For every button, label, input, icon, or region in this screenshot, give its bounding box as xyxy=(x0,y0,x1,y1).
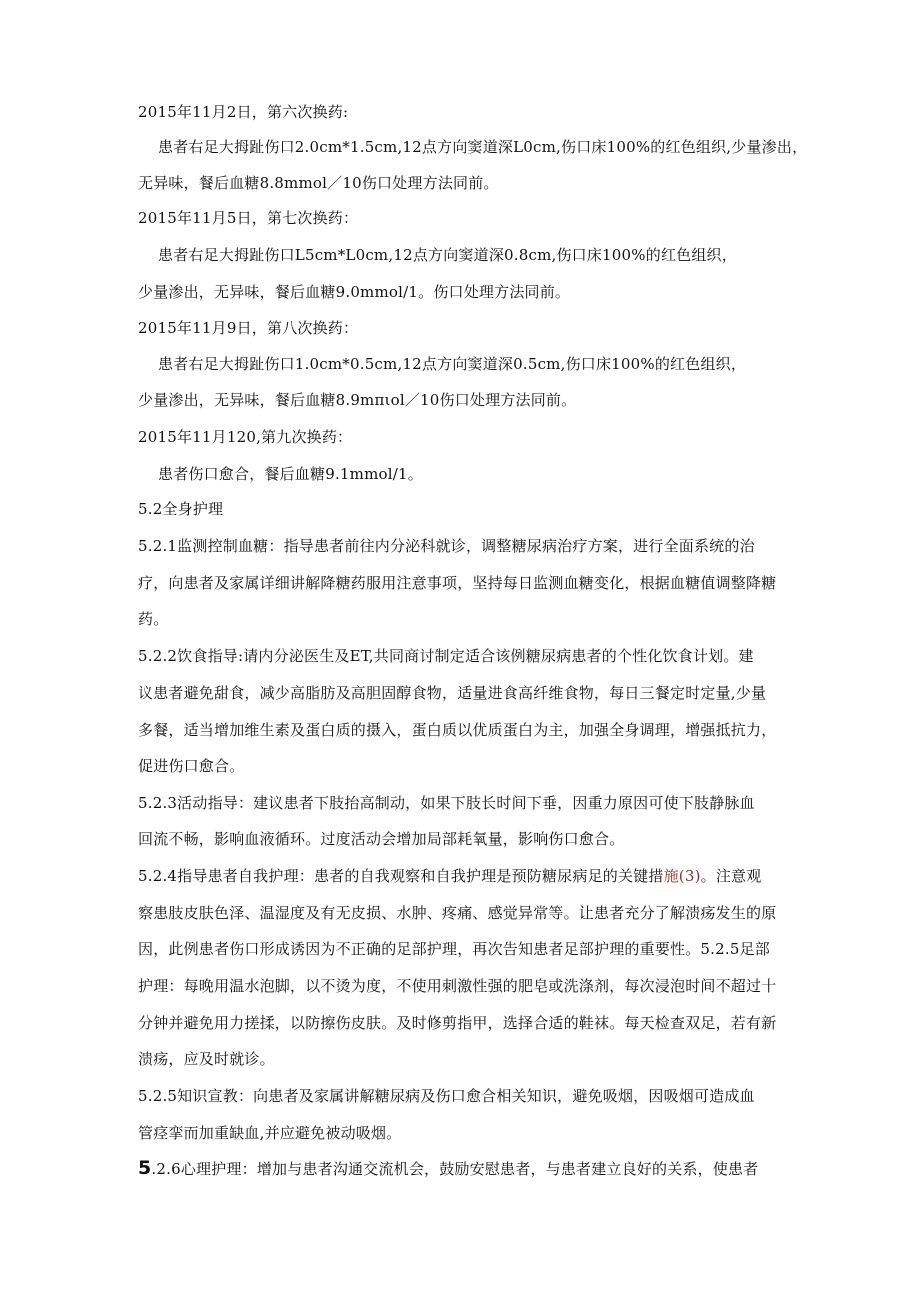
record-date-line: 2015年11月120,第九次换药： xyxy=(138,428,353,446)
paragraph-line: 促进伤口愈合。 xyxy=(138,757,245,775)
record-date-line: 2015年11月2日，第六次换药: xyxy=(138,103,349,121)
paragraph-line: 溃疡，应及时就诊。 xyxy=(138,1050,275,1068)
paragraph-line: 管痉挛而加重缺血,并应避免被动吸烟。 xyxy=(138,1124,402,1142)
record-body-line: 患者右足大拇趾伤口2.0cm*1.5cm,12点方向窦道深L0cm,伤口床100%的红色组织,少量渗出， xyxy=(158,138,808,156)
record-body-line: 患者右足大拇趾伤口1.0cm*0.5cm,12点方向窦道深0.5cm,伤口床100%的红色组织， xyxy=(158,355,747,373)
record-body-line: 无异味，餐后血糖8.8mmol／10伤口处理方法同前。 xyxy=(138,174,499,192)
record-body-line: 少量渗出，无异味，餐后血糖8.9mπιol／10伤口处理方法同前。 xyxy=(138,391,577,409)
paragraph-text: .2.6心理护理：增加与患者沟通交流机会，鼓励安慰患者，与患者建立良好的关系，使患者 xyxy=(151,1160,759,1178)
paragraph-line: 5.2.5知识宣教：向患者及家属讲解糖尿病及伤口愈合相关知识，避免吸烟，因吸烟可造成血 xyxy=(138,1087,755,1105)
paragraph-line xyxy=(138,1158,758,1179)
paragraph-text: 5.2.4指导患者自我护理：患者的自我观察和自我护理是预防糖尿病足的关键措 xyxy=(138,867,664,885)
paragraph-line: 药。 xyxy=(138,610,169,628)
record-date-line: 2015年11月9日，第八次换药： xyxy=(138,319,359,337)
paragraph-line: 5.2.2饮食指导:请内分泌医生及ET,共同商讨制定适合该例糖尿病患者的个性化饮食计划。建 xyxy=(138,647,754,665)
paragraph-line: 护理：每晚用温水泡脚，以不烫为度，不使用刺激性强的肥皂或洗涤剂，每次浸泡时间不超过十 xyxy=(138,977,777,995)
paragraph-line: 多餐，适当增加维生素及蛋白质的摄入，蛋白质以优质蛋白为主，加强全身调理，增强抵抗力， xyxy=(138,721,777,739)
paragraph-line: 分钟并避免用力搓揉，以防擦伤皮肤。及时修剪指甲，选择合适的鞋袜。每天检查双足，若有新 xyxy=(138,1014,777,1032)
paragraph-line: 察患肢皮肤色泽、温湿度及有无皮损、水肿、疼痛、感觉异常等。让患者充分了解溃疡发生的原 xyxy=(138,904,777,922)
paragraph-line: 回流不畅，影响血液循环。过度活动会增加局部耗氧量，影响伤口愈合。 xyxy=(138,830,625,848)
paragraph-text: 。注意观 xyxy=(700,867,762,885)
record-body-line: 患者伤口愈合，餐后血糖9.1mmol/1。 xyxy=(158,465,423,483)
paragraph-line: 议患者避免甜食，减少高脂肪及高胆固醇食物，适量进食高纤维食物，每日三餐定时定量,少量 xyxy=(138,684,767,702)
record-date-line: 2015年11月5日，第七次换药： xyxy=(138,209,359,227)
citation-link[interactable]: 施(3) xyxy=(663,867,701,885)
record-body-line: 患者右足大拇趾伤口L5cm*L0cm,12点方向窦道深0.8cm,伤口床100%的红色组织， xyxy=(158,246,737,264)
section-number: 5 xyxy=(138,1157,152,1179)
section-title: 5.2全身护理 xyxy=(138,500,224,518)
paragraph-line: 疗，向患者及家属详细讲解降糖药服用注意事项，坚持每日监测血糖变化，根据血糖值调整降糖 xyxy=(138,574,777,592)
paragraph-line: 5.2.1监测控制血糖：指导患者前往内分泌科就诊，调整糖尿病治疗方案，进行全面系统的治 xyxy=(138,537,755,555)
record-body-line: 少量渗出，无异味，餐后血糖9.0mmol/1。伤口处理方法同前。 xyxy=(138,283,571,301)
paragraph-line: 因，此例患者伤口形成诱因为不正确的足部护理，再次告知患者足部护理的重要性。5.2.5足部 xyxy=(138,940,770,958)
paragraph-line-with-citation xyxy=(138,866,761,886)
paragraph-line: 5.2.3活动指导：建议患者下肢抬高制动，如果下肢长时间下垂，因重力原因可使下肢静脉血 xyxy=(138,794,755,812)
